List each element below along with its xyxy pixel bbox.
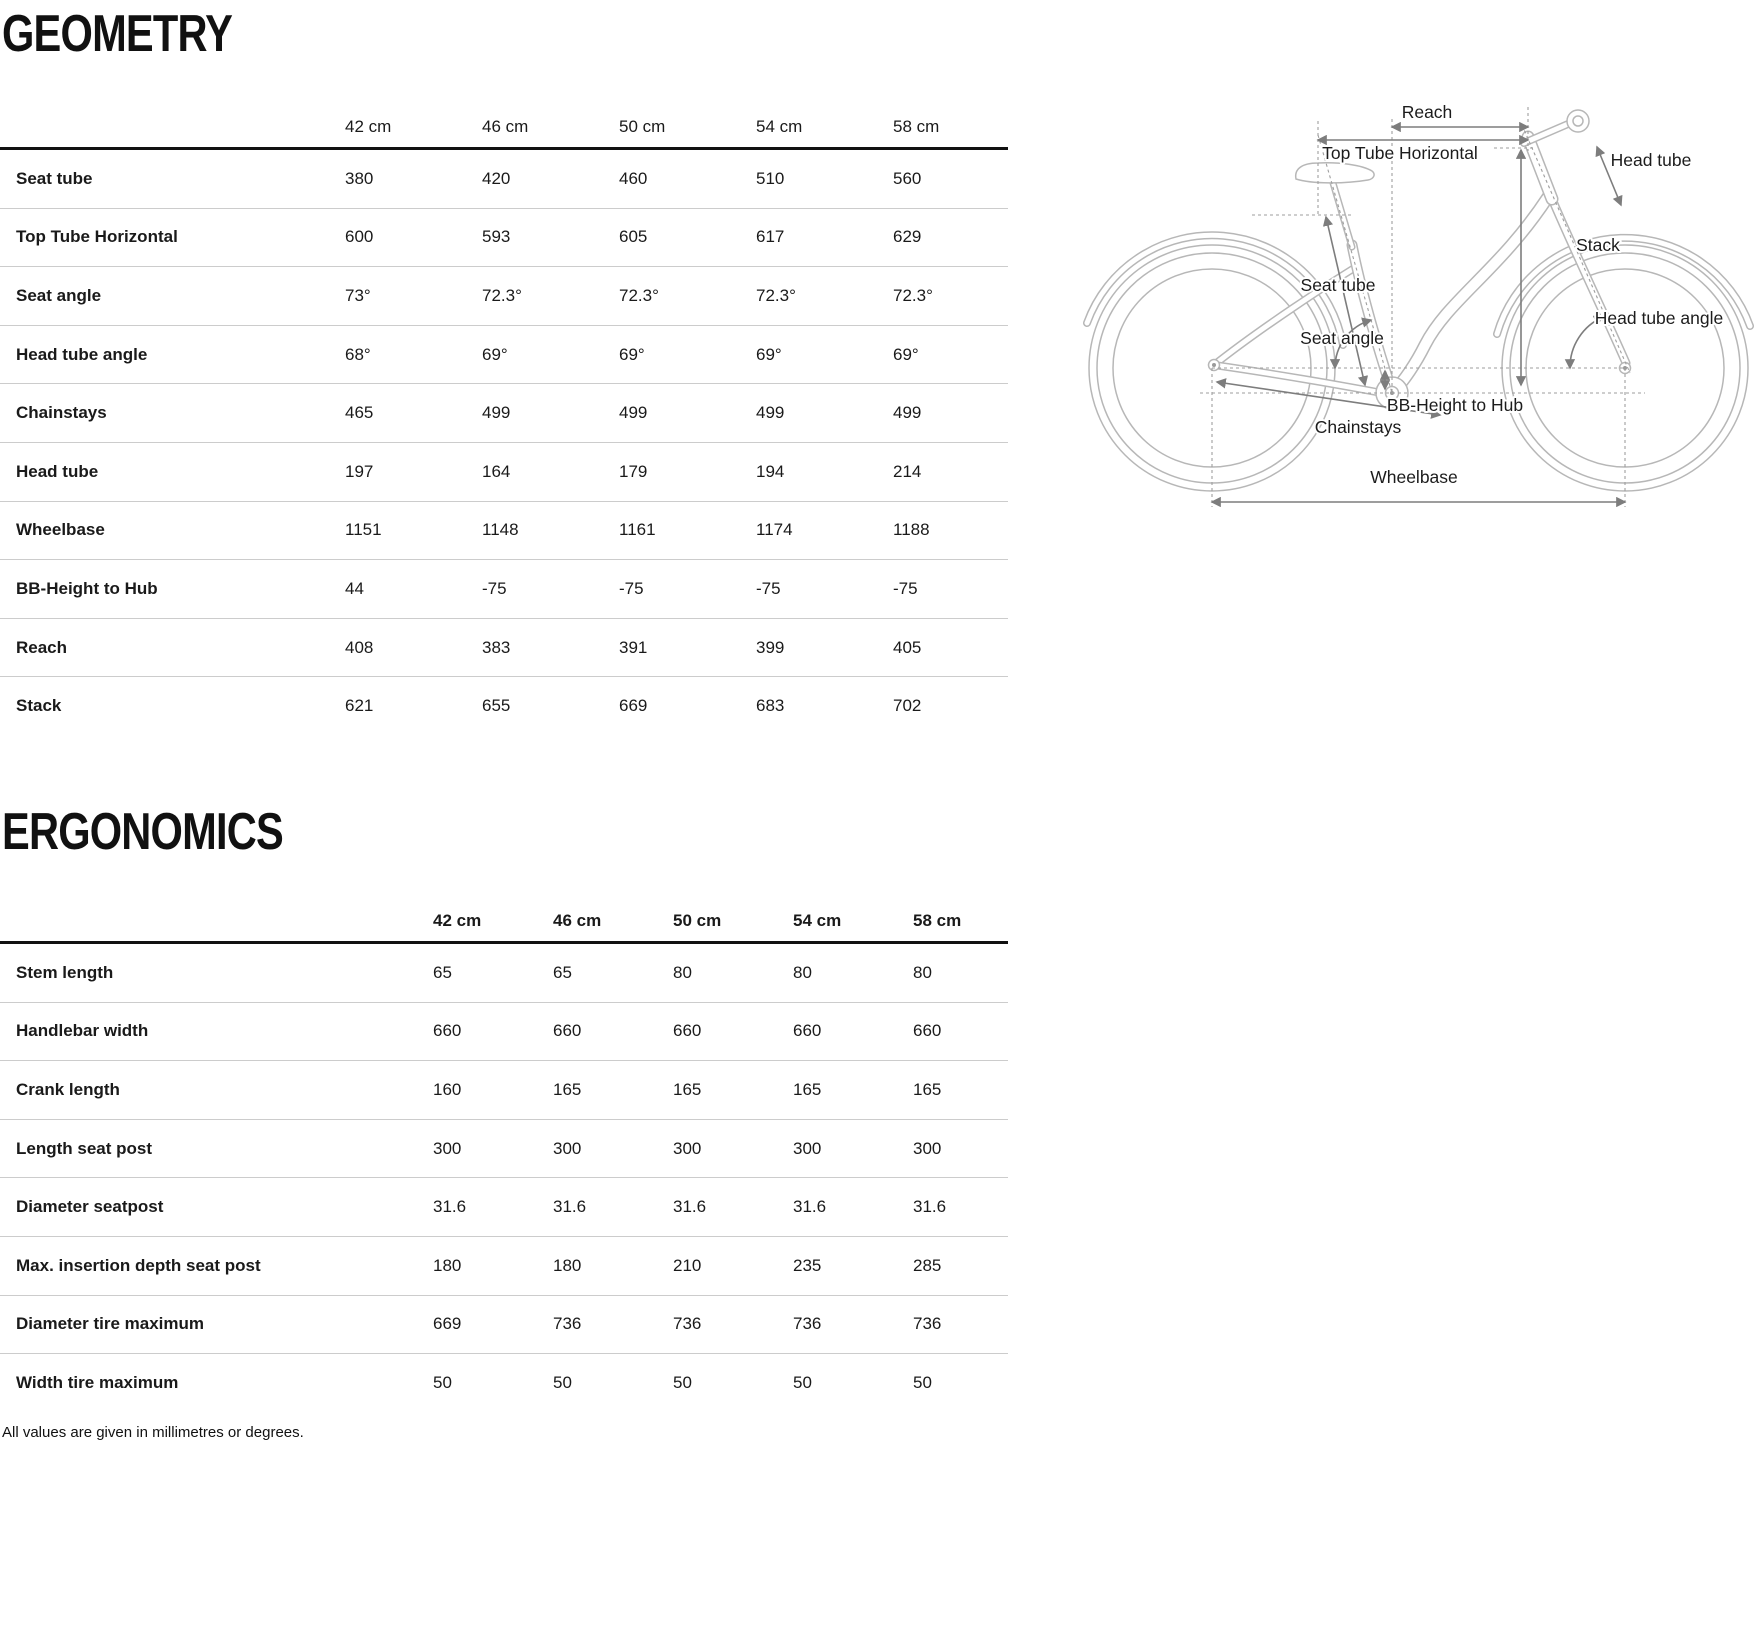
cell-value: 736 [673, 1314, 702, 1334]
cell-value: 235 [793, 1255, 822, 1275]
row-label: Head tube [16, 461, 99, 481]
column-header: 50 cm [619, 117, 666, 136]
table-row [0, 944, 1008, 1003]
cell-value: 660 [553, 1021, 582, 1041]
table-row [0, 1237, 1008, 1296]
cell-value: 164 [482, 461, 511, 481]
row-label: Top Tube Horizontal [16, 227, 178, 247]
table-row [0, 677, 1008, 735]
cell-value: 660 [913, 1021, 942, 1041]
cell-value: 165 [913, 1079, 942, 1099]
cell-value: 420 [482, 168, 511, 188]
row-label: Seat tube [16, 168, 93, 188]
cell-value: 660 [793, 1021, 822, 1041]
cell-value: 285 [913, 1255, 942, 1275]
column-header: 54 cm [756, 117, 803, 136]
cell-value: 165 [793, 1079, 822, 1099]
cell-value: 72.3° [756, 285, 796, 305]
bike-geometry-diagram [1000, 55, 1764, 530]
cell-value: 629 [893, 227, 922, 247]
units-footnote: All values are given in millimetres or degrees. [2, 1424, 304, 1441]
column-header: 50 cm [673, 911, 722, 930]
ergonomics-title: ERGONOMICS [2, 803, 283, 861]
row-label: Diameter tire maximum [16, 1314, 205, 1334]
cell-value: 300 [553, 1138, 582, 1158]
table-row [0, 384, 1008, 443]
table-row [0, 267, 1008, 326]
cell-value: 80 [913, 962, 932, 982]
cell-value: 1188 [893, 520, 930, 540]
column-header: 58 cm [913, 911, 962, 930]
label-head-tube: Head tube [1610, 150, 1692, 170]
row-label: Reach [16, 637, 68, 657]
cell-value: 736 [913, 1314, 942, 1334]
table-row [0, 1120, 1008, 1179]
row-label: Stack [16, 696, 62, 716]
cell-value: 180 [433, 1255, 462, 1275]
cell-value: 655 [482, 696, 511, 716]
cell-value: 683 [756, 696, 785, 716]
cell-value: 702 [893, 696, 922, 716]
cell-value: 80 [673, 962, 692, 982]
cell-value: 73° [345, 285, 371, 305]
cell-value: 391 [619, 637, 648, 657]
table-row [0, 1296, 1008, 1355]
cell-value: 617 [756, 227, 785, 247]
saddle [1296, 163, 1374, 183]
cell-value: 300 [913, 1138, 942, 1158]
row-label: Length seat post [16, 1138, 153, 1158]
cell-value: 210 [673, 1255, 702, 1275]
cell-value: 600 [345, 227, 374, 247]
table-row [0, 1354, 1008, 1412]
label-reach: Reach [1401, 102, 1453, 122]
cell-value: 50 [793, 1372, 812, 1392]
cell-value: 300 [433, 1138, 462, 1158]
cell-value: 383 [482, 637, 511, 657]
cell-value: 31.6 [553, 1197, 587, 1217]
cell-value: 1161 [619, 520, 656, 540]
cell-value: -75 [619, 578, 644, 598]
cell-value: 621 [345, 696, 374, 716]
cell-value: 31.6 [673, 1197, 707, 1217]
cell-value: 179 [619, 461, 648, 481]
cell-value: 31.6 [793, 1197, 827, 1217]
cell-value: 80 [793, 962, 812, 982]
row-label: Chainstays [16, 403, 107, 423]
cell-value: 408 [345, 637, 374, 657]
cell-value: 465 [345, 403, 374, 423]
cell-value: 380 [345, 168, 374, 188]
cell-value: 31.6 [913, 1197, 947, 1217]
cell-value: 165 [553, 1079, 582, 1099]
cell-value: 72.3° [482, 285, 522, 305]
row-label: Width tire maximum [16, 1372, 179, 1392]
table-row [0, 209, 1008, 268]
cell-value: 165 [673, 1079, 702, 1099]
table-row [0, 1061, 1008, 1120]
seat-tube-arrow [1326, 217, 1365, 385]
cell-value: 180 [553, 1255, 582, 1275]
cell-value: 605 [619, 227, 648, 247]
cell-value: 50 [673, 1372, 692, 1392]
cell-value: 660 [433, 1021, 462, 1041]
cell-value: -75 [482, 578, 507, 598]
guide-lines [1200, 107, 1645, 507]
cell-value: 460 [619, 168, 648, 188]
column-header: 42 cm [345, 117, 392, 136]
geometry-title: GEOMETRY [2, 5, 233, 63]
label-chainstays: Chainstays [1314, 417, 1402, 437]
cell-value: 300 [793, 1138, 822, 1158]
cell-value: 1174 [756, 520, 793, 540]
table-row [0, 619, 1008, 678]
table-row [0, 560, 1008, 619]
cell-value: 1151 [345, 520, 382, 540]
column-header: 42 cm [433, 911, 482, 930]
cell-value: 510 [756, 168, 785, 188]
table-row [0, 326, 1008, 385]
row-label: Diameter seatpost [16, 1197, 164, 1217]
table-header-row [0, 889, 1008, 944]
cell-value: 69° [756, 344, 782, 364]
cell-value: 44 [345, 578, 364, 598]
cell-value: 69° [482, 344, 508, 364]
cell-value: 499 [619, 403, 648, 423]
cell-value: 399 [756, 637, 785, 657]
row-label: Crank length [16, 1079, 120, 1099]
cell-value: 736 [793, 1314, 822, 1334]
cell-value: 197 [345, 461, 374, 481]
row-label: Stem length [16, 962, 114, 982]
cell-value: 65 [553, 962, 572, 982]
label-head-tube-angle: Head tube angle [1594, 308, 1724, 328]
cell-value: 1148 [482, 520, 519, 540]
column-header: 46 cm [482, 117, 529, 136]
table-header-row [0, 95, 1008, 150]
cell-value: 69° [893, 344, 919, 364]
cell-value: 669 [433, 1314, 462, 1334]
cell-value: 300 [673, 1138, 702, 1158]
cell-value: 50 [433, 1372, 452, 1392]
cell-value: 72.3° [619, 285, 659, 305]
cell-value: 65 [433, 962, 452, 982]
cell-value: 214 [893, 461, 922, 481]
cell-value: 72.3° [893, 285, 933, 305]
cell-value: 736 [553, 1314, 582, 1334]
table-row [0, 1003, 1008, 1062]
cell-value: 405 [893, 637, 922, 657]
column-header: 46 cm [553, 911, 602, 930]
label-seat-angle: Seat angle [1300, 328, 1384, 348]
cell-value: 499 [893, 403, 922, 423]
table-row [0, 1178, 1008, 1237]
cell-value: -75 [893, 578, 918, 598]
cell-value: 593 [482, 227, 511, 247]
column-header: 58 cm [893, 117, 940, 136]
row-label: Wheelbase [16, 520, 105, 540]
label-bb-height: BB-Height to Hub [1386, 395, 1524, 415]
row-label: Head tube angle [16, 344, 148, 364]
cell-value: 669 [619, 696, 648, 716]
cell-value: 31.6 [433, 1197, 467, 1217]
cell-value: 50 [913, 1372, 932, 1392]
table-row [0, 502, 1008, 561]
cell-value: 50 [553, 1372, 572, 1392]
label-seat-tube: Seat tube [1300, 275, 1376, 295]
geometry-table [0, 95, 1008, 735]
row-label: Handlebar width [16, 1021, 149, 1041]
cell-value: 499 [756, 403, 785, 423]
ergonomics-table [0, 889, 1008, 1412]
row-label: BB-Height to Hub [16, 578, 158, 598]
row-label: Seat angle [16, 285, 102, 305]
cell-value: 69° [619, 344, 645, 364]
cell-value: 194 [756, 461, 785, 481]
cell-value: 160 [433, 1079, 462, 1099]
cell-value: 660 [673, 1021, 702, 1041]
table-row [0, 150, 1008, 209]
table-row [0, 443, 1008, 502]
column-header: 54 cm [793, 911, 842, 930]
cell-value: -75 [756, 578, 781, 598]
cell-value: 560 [893, 168, 922, 188]
label-wheelbase: Wheelbase [1370, 467, 1458, 487]
label-top-tube: Top Tube Horizontal [1322, 143, 1478, 163]
row-label: Max. insertion depth seat post [16, 1255, 261, 1275]
label-stack: Stack [1576, 235, 1620, 255]
cell-value: 499 [482, 403, 511, 423]
cell-value: 68° [345, 344, 371, 364]
